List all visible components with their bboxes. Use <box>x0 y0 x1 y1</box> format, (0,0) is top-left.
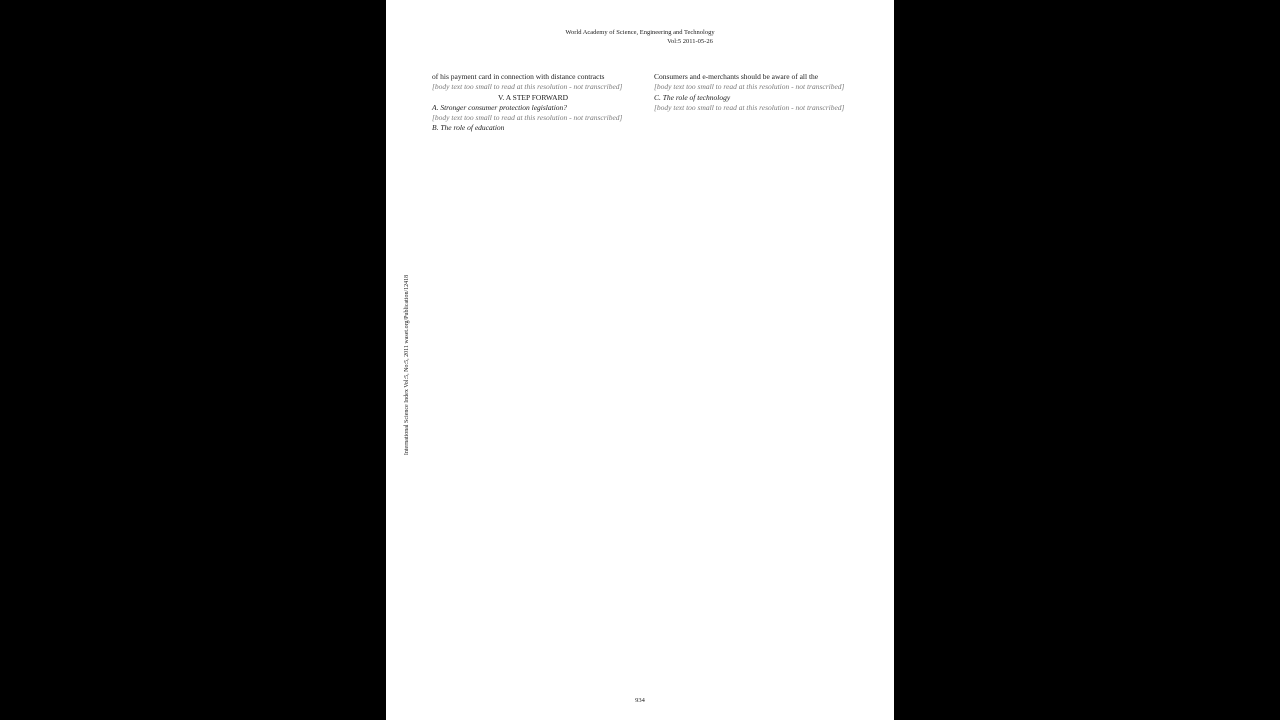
subsection-heading: A. Stronger consumer protection legislation? <box>432 102 568 112</box>
right-column <box>646 72 856 113</box>
omitted-text-note: [body text too small to read at this resolution - not transcribed] <box>654 102 845 112</box>
right-column-opening: Consumers and e-merchants should be aware of all the <box>654 72 819 81</box>
volume-date: Vol:5 2011-05-26 <box>667 38 713 45</box>
subsection-heading: C. The role of technology <box>654 92 731 102</box>
omitted-text-note: [body text too small to read at this resolution - not transcribed] <box>654 82 845 92</box>
side-index-text: International Science Index Vol:5, No:5, 2011 waset.org/Publication/12418 <box>404 274 410 456</box>
journal-name: World Academy of Science, Engineering and Technology <box>565 29 715 36</box>
omitted-text-note: [body text too small to read at this resolution - not transcribed] <box>432 113 623 123</box>
section-heading: V. A STEP FORWARD <box>497 92 569 102</box>
subsection-heading: B. The role of education <box>432 123 505 133</box>
left-column <box>424 72 634 134</box>
masthead <box>386 28 894 46</box>
page-number: 934 <box>635 697 645 704</box>
paper-page <box>386 0 894 720</box>
omitted-text-note: [body text too small to read at this resolution - not transcribed] <box>432 82 623 92</box>
left-column-opening: of his payment card in connection with distance contracts <box>432 72 605 81</box>
side-index <box>402 260 412 470</box>
